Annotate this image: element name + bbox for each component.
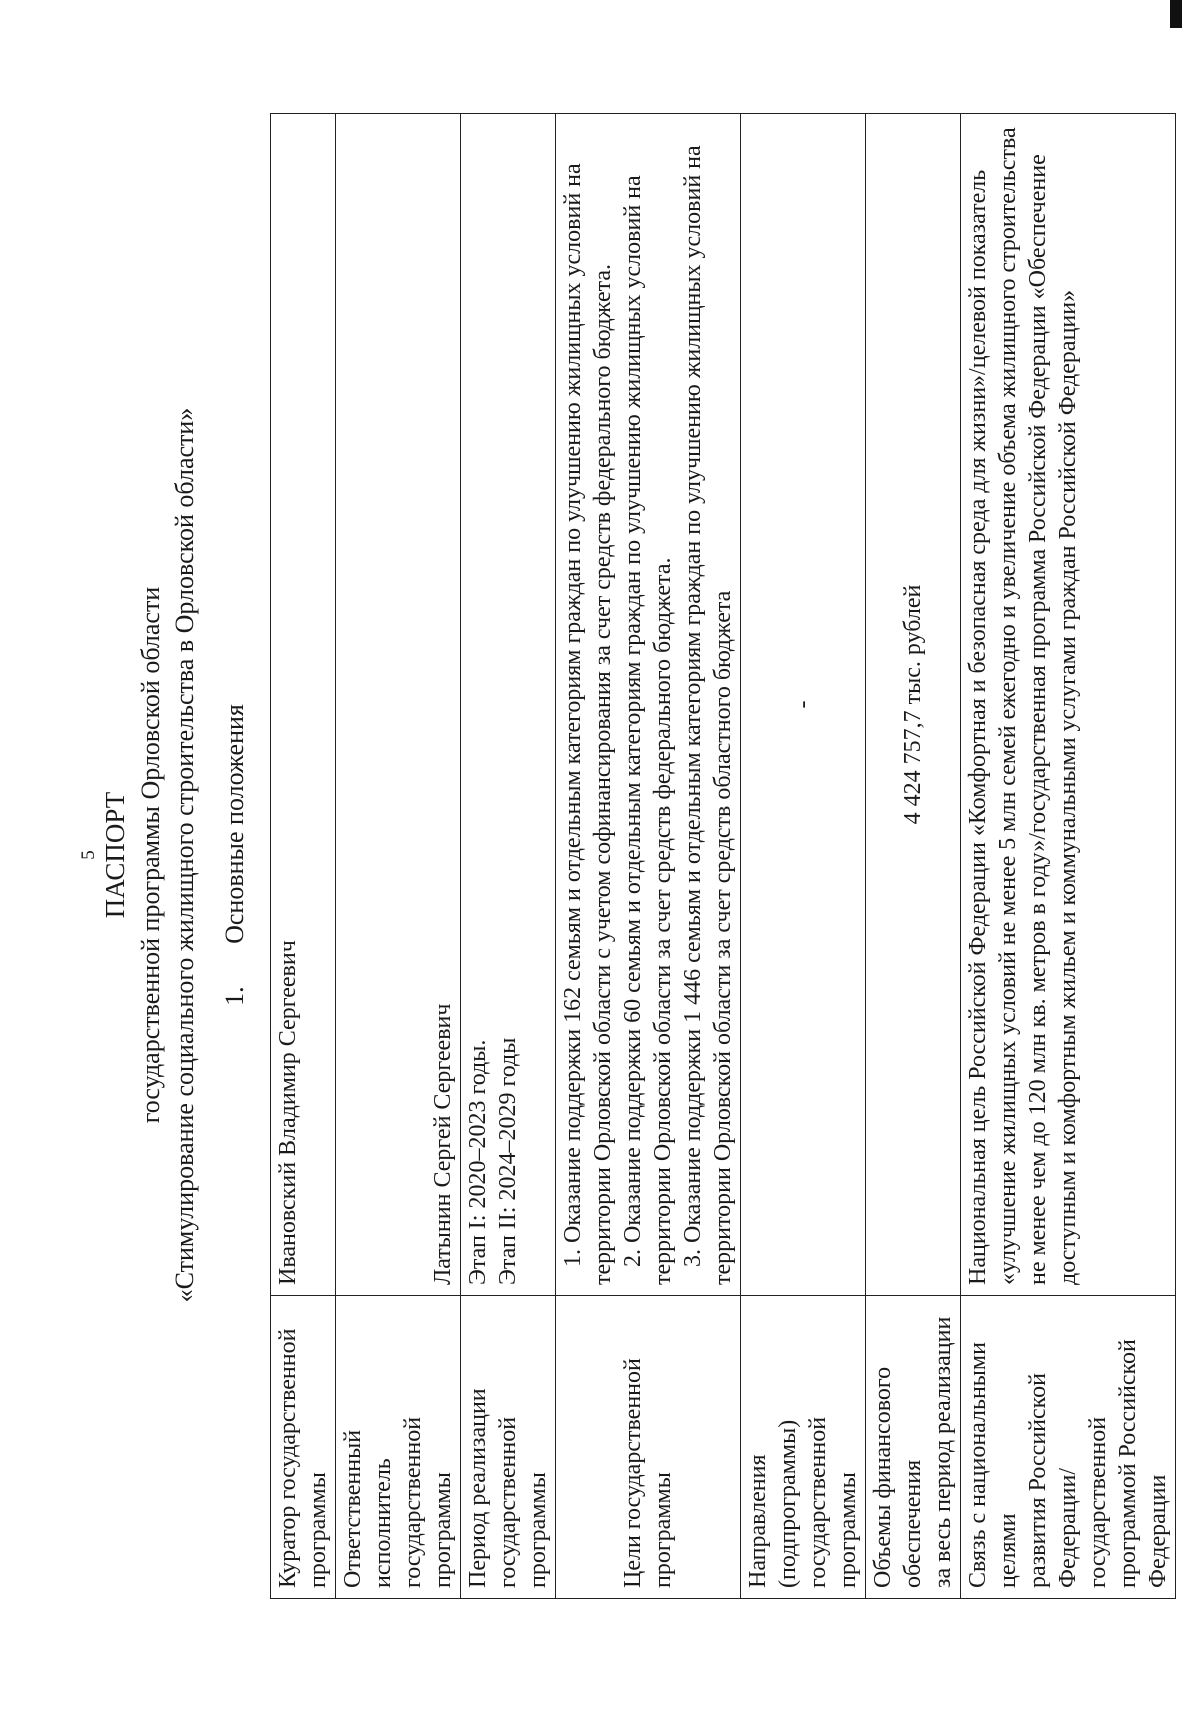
row-label-directions [741,1296,866,1599]
table-row [556,114,741,1599]
label-line: за весь период реализации [930,1316,956,1588]
label-line: развития Российской [1025,1373,1051,1588]
label-line: государственной программы [805,1416,861,1588]
row-value-curator [271,114,336,1296]
row-value-directions [741,114,866,1296]
label-line: Федерации [1145,1474,1171,1588]
row-value-period [461,114,556,1296]
value-line: Ивановский Владимир Сергеевич [275,940,301,1285]
value-line: Национальная цель Российской Федерации «Комфортная и безопасная среда для жизни»/целевой показатель «улучшение жилищных условий не менее 5 млн семей ежегодно и увеличение объема жилищного строительства не менее чем до 120 млн кв. метров в году»/государственная программа Российской Федерации «Обеспечение доступным и комфортным жильем и коммунальными услугами граждан Российской Федерации» [965,127,1081,1285]
row-label-national-goals [961,1296,1176,1599]
row-label-goals [556,1296,741,1599]
row-label-executor [336,1296,461,1599]
goal-item: 3. Оказание поддержки 1 446 семьям и отдельным категориям граждан по улучшению жилищных условий на территории Орловской области за счет средств областного бюджета [680,145,736,1285]
value-line: Этап I: 2020–2023 годы. [465,1039,491,1285]
goal-item: 1. Оказание поддержки 162 семьям и отдельным категориям граждан по улучшению жилищных условий на территории Орловской области с учетом софинансирования за счет средств федерального бюджета. [560,163,616,1285]
row-value-executor [336,114,461,1296]
row-label-curator [271,1296,336,1599]
document-subtitle-2: «Стимулирование социального жилищного строительства в Орловской области» [170,407,199,1303]
label-line: государственной программы [400,1416,456,1588]
row-value-national-goals [961,114,1176,1296]
value-line: 4 424 757,7 тыс. рублей [900,584,926,825]
label-line: Цели государственной программы [620,1358,676,1588]
label-line: Ответственный исполнитель [340,1429,396,1588]
goal-item: 2. Оказание поддержки 60 семьям и отдельным категориям граждан по улучшению жилищных условий на территории Орловской области за счет средств федерального бюджета. [620,175,676,1285]
table-row [271,114,336,1599]
scan-edge-mark [1170,0,1182,28]
label-line: Связь с национальными целями [965,1342,1021,1588]
row-label-funding [866,1296,961,1599]
row-label-period [461,1296,556,1599]
row-value-funding [866,114,961,1296]
table-row [336,114,461,1599]
passport-table [270,113,1176,1599]
label-line: Период реализации [465,1388,491,1588]
section-title: Основные положения [220,704,249,944]
table-row [961,114,1176,1599]
label-line: программой Российской [1115,1339,1141,1588]
label-line: программы [305,1472,331,1588]
value-line: Латынин Сергей Сергеевич [430,1003,456,1285]
value-line: Этап II: 2024–2029 годы [495,1037,521,1285]
label-line: государственной программы [495,1416,551,1588]
value-line: - [790,700,816,709]
label-line: Объемы финансового обеспечения [870,1366,926,1588]
row-value-goals [556,114,741,1296]
page-number: 5 [78,850,99,860]
label-line: Федерации/государственной [1055,1416,1111,1588]
table-row [741,114,866,1599]
section-heading [220,55,250,1655]
document-subtitle-1: государственной программы Орловской области [136,586,165,1124]
document-title: ПАСПОРТ [100,791,130,919]
label-line: Направления (подпрограммы) [745,1419,801,1588]
table-row [866,114,961,1599]
rotated-page [70,55,1170,1655]
table-row [461,114,556,1599]
label-line: Куратор государственной [275,1328,301,1588]
section-number: 1. [220,986,249,1006]
